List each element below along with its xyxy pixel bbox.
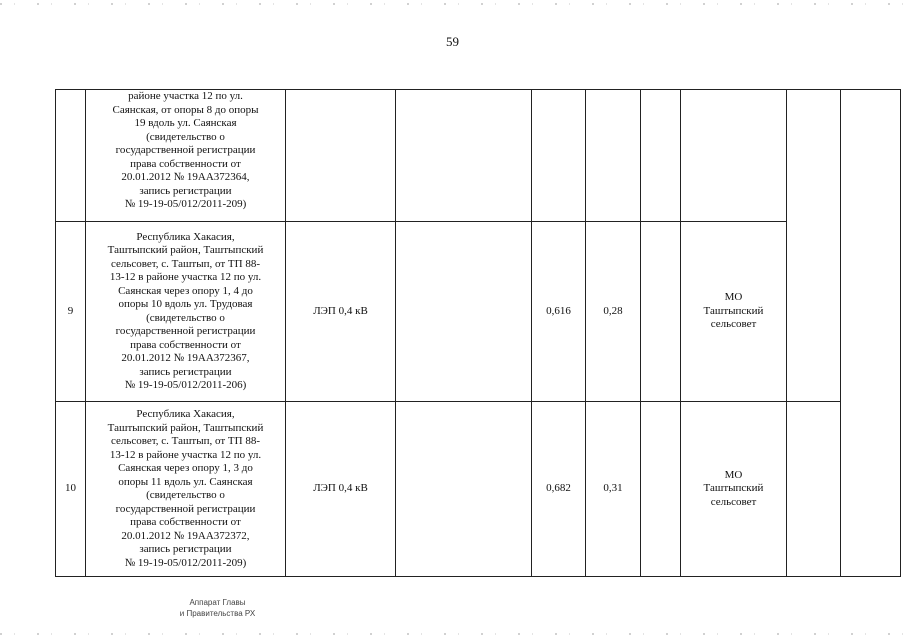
owner-cell [681, 90, 787, 222]
footer-stamp-line1: Аппарат Главы [189, 598, 246, 607]
scan-noise-top [0, 3, 905, 5]
blank-cell [641, 90, 681, 222]
footer-stamp [150, 597, 285, 619]
page-number: 59 [446, 34, 459, 49]
owner-cell: МО Таштыпский сельсовет [681, 222, 787, 402]
area-cell: 0,31 [586, 402, 641, 577]
table-row [56, 222, 901, 402]
merged-blank-cell [841, 90, 901, 577]
location-cell: районе участка 12 по ул. Саянская, от опоры 8 до опоры 19 вдоль ул. Саянская (свидетельство о государственной регистрации права собственности от 20.01.2012 № 19АА372364, запись регистрации № 19-19-05/012/2011-209) [86, 90, 286, 222]
row-number-cell: 10 [56, 402, 86, 577]
blank-cell [641, 222, 681, 402]
blank-cell [396, 402, 532, 577]
row-number-cell: 9 [56, 222, 86, 402]
row-number-cell [56, 90, 86, 222]
object-cell [286, 90, 396, 222]
area-cell [586, 90, 641, 222]
location-cell: Республика Хакасия, Таштыпский район, Таштыпский сельсовет, с. Таштып, от ТП 88- 13-12 в районе участка 12 по ул. Саянская через опору 1, 4 до опоры 10 вдоль ул. Трудовая (свидетельство о государственной регистрации права собственности от 20.01.2012 № 19АА372367, запись регистрации № 19-19-05/012/2011-206) [86, 222, 286, 402]
property-table [55, 89, 901, 577]
owner-cell: МО Таштыпский сельсовет [681, 402, 787, 577]
blank-cell [396, 222, 532, 402]
object-cell: ЛЭП 0,4 кВ [286, 402, 396, 577]
blank-cell [787, 402, 841, 577]
blank-cell [396, 90, 532, 222]
length-cell: 0,616 [532, 222, 586, 402]
object-cell: ЛЭП 0,4 кВ [286, 222, 396, 402]
footer-stamp-line2: и Правительства РХ [179, 609, 256, 618]
length-cell [532, 90, 586, 222]
merged-blank-cell [787, 90, 841, 402]
location-cell: Республика Хакасия, Таштыпский район, Таштыпский сельсовет, с. Таштып, от ТП 88- 13-12 в районе участка 12 по ул. Саянская через опору 1, 3 до опоры 11 вдоль ул. Саянская (свидетельство о государственной регистрации права собственности от 20.01.2012 № 19АА372372, запись регистрации № 19-19-05/012/2011-209) [86, 402, 286, 577]
table-row [56, 90, 901, 222]
blank-cell [641, 402, 681, 577]
scan-noise-bottom [0, 633, 905, 635]
length-cell: 0,682 [532, 402, 586, 577]
area-cell: 0,28 [586, 222, 641, 402]
table-row [56, 402, 901, 577]
